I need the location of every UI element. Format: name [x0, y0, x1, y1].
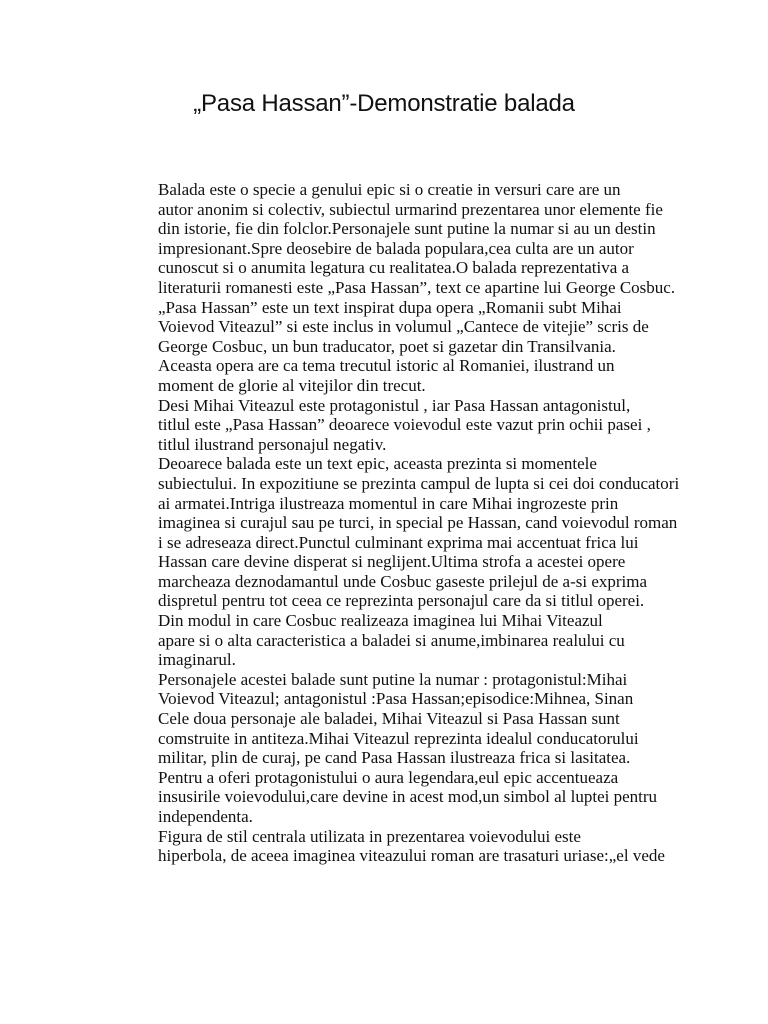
- paragraph: [114, 827, 674, 866]
- text-line: dispretul pentru tot ceea ce reprezinta personajul care da si titlul operei.: [158, 591, 645, 611]
- text-line: „Pasa Hassan” este un text inspirat dupa opera „Romanii subt Mihai: [158, 297, 622, 317]
- paragraph: [114, 670, 674, 709]
- document-body: [114, 180, 680, 866]
- text-line: cunoscut si o anumita legatura cu realitatea.O balada reprezentativa a: [158, 258, 630, 278]
- text-line: titlul este „Pasa Hassan” deoarece voievodul este vazut prin ochii pasei ,: [158, 415, 651, 435]
- text-line: i se adreseaza direct.Punctul culminant exprima mai accentuat frica lui: [158, 532, 639, 552]
- paragraph: [114, 356, 674, 395]
- text-line: literaturii romanesti este „Pasa Hassan”, text ce apartine lui George Cosbuc.: [158, 277, 676, 297]
- text-line: Personajele acestei balade sunt putine la numar : protagonistul:Mihai: [158, 669, 628, 689]
- paragraph: [114, 180, 674, 298]
- text-line: Balada este o specie a genului epic si o creatie in versuri care are un: [158, 180, 621, 199]
- text-line: imaginea si curajul sau pe turci, in special pe Hassan, cand voievodul roman: [158, 513, 678, 533]
- text-line: comstruite in antiteza.Mihai Viteazul reprezinta idealul conducatorului: [158, 728, 639, 748]
- text-line: Aceasta opera are ca tema trecutul istoric al Romaniei, ilustrand un: [158, 356, 615, 376]
- paragraph: [114, 454, 680, 611]
- paragraph: [114, 611, 674, 670]
- text-line: Deoarece balada este un text epic, aceasta prezinta si momentele: [158, 454, 597, 474]
- text-line: insusirile voievodului,care devine in acest mod,un simbol al luptei pentru: [158, 787, 658, 807]
- text-line: militar, plin de curaj, pe cand Pasa Hassan ilustreaza frica si lasitatea.: [158, 748, 631, 768]
- text-line: titlul ilustrand personajul negativ.: [158, 434, 387, 454]
- paragraph: [114, 298, 674, 357]
- text-line: imaginarul.: [158, 650, 236, 670]
- text-line: ai armatei.Intriga ilustreaza momentul in care Mihai ingrozeste prin: [158, 493, 619, 513]
- text-line: George Cosbuc, un bun traducator, poet si gazetar din Transilvania.: [158, 336, 616, 356]
- text-line: hiperbola, de aceea imaginea viteazului roman are trasaturi uriase:„el vede: [158, 846, 665, 866]
- text-line: Hassan care devine disperat si neglijent.Ultima strofa a acestei opere: [158, 552, 626, 572]
- text-line: impresionant.Spre deosebire de balada populara,cea culta are un autor: [158, 238, 634, 258]
- text-line: autor anonim si colectiv, subiectul urmarind prezentarea unor elemente fie: [158, 199, 663, 219]
- paragraph: [114, 396, 674, 455]
- paragraph: [114, 768, 674, 827]
- text-line: marcheaza deznodamantul unde Cosbuc gaseste prilejul de a-si exprima: [158, 571, 648, 591]
- text-line: Figura de stil centrala utilizata in prezentarea voievodului este: [158, 826, 581, 846]
- text-line: Voievod Viteazul; antagonistul :Pasa Hassan;episodice:Mihnea, Sinan: [158, 689, 634, 709]
- text-line: independenta.: [158, 807, 253, 826]
- text-line: Din modul in care Cosbuc realizeaza imaginea lui Mihai Viteazul: [158, 611, 603, 631]
- document-title: „Pasa Hassan”-Demonstratie balada: [193, 90, 575, 117]
- text-line: Pentru a oferi protagonistului o aura legendara,eul epic accentueaza: [158, 767, 619, 787]
- text-line: Voievod Viteazul” si este inclus in volumul „Cantece de vitejie” scris de: [158, 317, 649, 337]
- text-line: Desi Mihai Viteazul este protagonistul , iar Pasa Hassan antagonistul,: [158, 395, 631, 415]
- text-line: apare si o alta caracteristica a baladei si anume,imbinarea realului cu: [158, 630, 625, 650]
- text-line: subiectului. In expozitiune se prezinta campul de lupta si cei doi conducatori: [158, 473, 680, 493]
- paragraph: [114, 709, 674, 768]
- text-line: din istorie, fie din folclor.Personajele sunt putine la numar si au un destin: [158, 219, 656, 239]
- text-line: Cele doua personaje ale baladei, Mihai Viteazul si Pasa Hassan sunt: [158, 709, 620, 729]
- text-line: moment de glorie al vitejilor din trecut.: [158, 375, 426, 395]
